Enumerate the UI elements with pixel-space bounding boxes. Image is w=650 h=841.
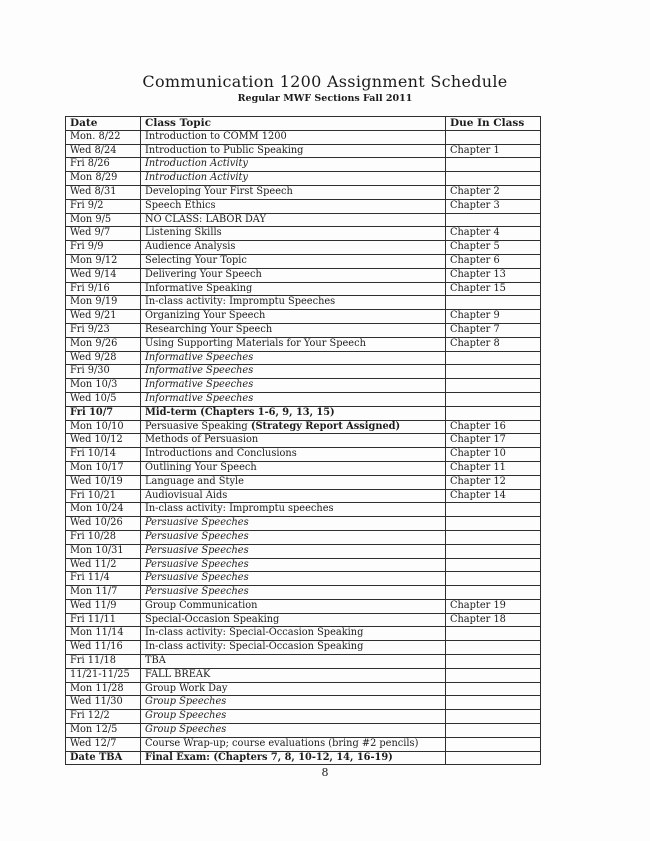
date-cell: Fri 11/11: [66, 613, 141, 627]
due-cell: [446, 406, 541, 420]
table-row: [66, 144, 541, 158]
topic-cell: Informative Speeches: [141, 365, 446, 379]
date-cell: Wed 11/9: [66, 599, 141, 613]
date-cell: Mon 10/10: [66, 420, 141, 434]
date-cell: Fri 11/18: [66, 655, 141, 669]
topic-cell: In-class activity: Impromptu speeches: [141, 503, 446, 517]
table-row: [66, 158, 541, 172]
table-row: [66, 696, 541, 710]
table-row: [66, 461, 541, 475]
topic-cell: FALL BREAK: [141, 668, 446, 682]
due-cell: Chapter 4: [446, 227, 541, 241]
date-cell: Mon. 8/22: [66, 130, 141, 144]
date-cell: Date TBA: [66, 751, 141, 765]
table-row: [66, 627, 541, 641]
date-cell: Fri 9/16: [66, 282, 141, 296]
header-topic: Class Topic: [141, 117, 446, 131]
topic-cell: Persuasive Speeches: [141, 517, 446, 531]
date-cell: Mon 11/7: [66, 586, 141, 600]
table-row: [66, 613, 541, 627]
table-row: [66, 172, 541, 186]
date-cell: Wed 9/28: [66, 351, 141, 365]
header-date: Date: [66, 117, 141, 131]
topic-cell: Listening Skills: [141, 227, 446, 241]
table-row: [66, 489, 541, 503]
table-row: [66, 323, 541, 337]
topic-cell: Developing Your First Speech: [141, 185, 446, 199]
table-row: [66, 544, 541, 558]
table-row: [66, 641, 541, 655]
topic-cell: Group Speeches: [141, 710, 446, 724]
date-cell: Fri 9/23: [66, 323, 141, 337]
topic-cell: Introduction to Public Speaking: [141, 144, 446, 158]
table-row: [66, 130, 541, 144]
date-cell: Wed 10/5: [66, 392, 141, 406]
due-cell: [446, 627, 541, 641]
page-subtitle: Regular MWF Sections Fall 2011: [237, 93, 413, 104]
table-row: [66, 475, 541, 489]
topic-cell: Introductions and Conclusions: [141, 448, 446, 462]
date-cell: Wed 9/7: [66, 227, 141, 241]
due-cell: [446, 296, 541, 310]
topic-cell: Course Wrap-up; course evaluations (bring #2 pencils): [141, 737, 446, 751]
table-row: [66, 448, 541, 462]
due-cell: [446, 392, 541, 406]
topic-cell: Delivering Your Speech: [141, 268, 446, 282]
due-cell: [446, 503, 541, 517]
table-row: [66, 379, 541, 393]
topic-cell: Language and Style: [141, 475, 446, 489]
due-cell: Chapter 14: [446, 489, 541, 503]
table-row: [66, 227, 541, 241]
date-cell: Fri 10/7: [66, 406, 141, 420]
due-cell: [446, 351, 541, 365]
due-cell: Chapter 9: [446, 310, 541, 324]
table-row: [66, 199, 541, 213]
table-row: [66, 420, 541, 434]
topic-cell: Audiovisual Aids: [141, 489, 446, 503]
topic-cell: Using Supporting Materials for Your Speech: [141, 337, 446, 351]
date-cell: Mon 10/24: [66, 503, 141, 517]
topic-cell: Persuasive Speeches: [141, 586, 446, 600]
topic-cell: Introduction Activity: [141, 172, 446, 186]
table-row: [66, 434, 541, 448]
table-row: [66, 530, 541, 544]
topic-cell: Introduction to COMM 1200: [141, 130, 446, 144]
due-cell: Chapter 18: [446, 613, 541, 627]
topic-cell: In-class activity: Impromptu Speeches: [141, 296, 446, 310]
topic-cell: Group Work Day: [141, 682, 446, 696]
date-cell: Wed 9/14: [66, 268, 141, 282]
page-title: Communication 1200 Assignment Schedule: [142, 72, 508, 91]
topic-cell: Persuasive Speeches: [141, 558, 446, 572]
topic-cell: Persuasive Speeches: [141, 530, 446, 544]
date-cell: Fri 12/2: [66, 710, 141, 724]
topic-cell: Informative Speeches: [141, 379, 446, 393]
topic-cell: Organizing Your Speech: [141, 310, 446, 324]
table-row: [66, 710, 541, 724]
topic-cell: In-class activity: Special-Occasion Speaking: [141, 627, 446, 641]
topic-cell: Informative Speaking: [141, 282, 446, 296]
due-cell: Chapter 16: [446, 420, 541, 434]
date-cell: Mon 11/14: [66, 627, 141, 641]
due-cell: Chapter 12: [446, 475, 541, 489]
table-row: [66, 724, 541, 738]
date-cell: Fri 9/30: [66, 365, 141, 379]
date-cell: Wed 11/2: [66, 558, 141, 572]
table-row: [66, 655, 541, 669]
topic-cell: Final Exam: (Chapters 7, 8, 10-12, 14, 16-19): [141, 751, 446, 765]
date-cell: Fri 9/2: [66, 199, 141, 213]
date-cell: Mon 10/3: [66, 379, 141, 393]
date-cell: 11/21-11/25: [66, 668, 141, 682]
header-due: Due In Class: [446, 117, 541, 131]
due-cell: Chapter 7: [446, 323, 541, 337]
date-cell: Mon 10/31: [66, 544, 141, 558]
due-cell: [446, 668, 541, 682]
due-cell: [446, 737, 541, 751]
topic-cell: Introduction Activity: [141, 158, 446, 172]
due-cell: [446, 655, 541, 669]
due-cell: Chapter 19: [446, 599, 541, 613]
schedule-table-body: [66, 130, 541, 765]
date-cell: Wed 10/26: [66, 517, 141, 531]
assignment-schedule-table: [65, 116, 541, 765]
topic-cell: TBA: [141, 655, 446, 669]
topic-cell: Informative Speeches: [141, 351, 446, 365]
page-number: 8: [321, 766, 329, 779]
due-cell: [446, 365, 541, 379]
due-cell: [446, 751, 541, 765]
due-cell: Chapter 17: [446, 434, 541, 448]
topic-bold-annotation: (Strategy Report Assigned): [250, 420, 401, 432]
date-cell: Wed 10/12: [66, 434, 141, 448]
table-header-row: [66, 117, 541, 131]
table-row: [66, 392, 541, 406]
due-cell: [446, 696, 541, 710]
table-row: [66, 599, 541, 613]
due-cell: [446, 517, 541, 531]
table-row: [66, 682, 541, 696]
table-row: [66, 254, 541, 268]
due-cell: [446, 544, 541, 558]
date-cell: Fri 9/9: [66, 241, 141, 255]
table-row: [66, 241, 541, 255]
topic-cell: Persuasive Speaking (Strategy Report Assigned): [141, 420, 446, 434]
table-row: [66, 365, 541, 379]
topic-cell: Methods of Persuasion: [141, 434, 446, 448]
topic-cell: Outlining Your Speech: [141, 461, 446, 475]
date-cell: Mon 9/19: [66, 296, 141, 310]
due-cell: [446, 641, 541, 655]
table-row: [66, 406, 541, 420]
due-cell: Chapter 2: [446, 185, 541, 199]
topic-cell: Researching Your Speech: [141, 323, 446, 337]
due-cell: [446, 158, 541, 172]
topic-cell: Persuasive Speeches: [141, 544, 446, 558]
table-row: [66, 268, 541, 282]
due-cell: [446, 379, 541, 393]
due-cell: [446, 558, 541, 572]
due-cell: [446, 682, 541, 696]
topic-cell: Persuasive Speeches: [141, 572, 446, 586]
topic-cell: In-class activity: Special-Occasion Speaking: [141, 641, 446, 655]
table-row: [66, 558, 541, 572]
date-cell: Wed 12/7: [66, 737, 141, 751]
topic-cell: Group Speeches: [141, 724, 446, 738]
date-cell: Mon 8/29: [66, 172, 141, 186]
date-cell: Wed 10/19: [66, 475, 141, 489]
due-cell: [446, 530, 541, 544]
date-cell: Mon 9/26: [66, 337, 141, 351]
table-row: [66, 517, 541, 531]
date-cell: Fri 11/4: [66, 572, 141, 586]
table-row: [66, 503, 541, 517]
due-cell: [446, 572, 541, 586]
date-cell: Wed 11/30: [66, 696, 141, 710]
due-cell: [446, 130, 541, 144]
date-cell: Wed 9/21: [66, 310, 141, 324]
due-cell: [446, 724, 541, 738]
due-cell: Chapter 15: [446, 282, 541, 296]
due-cell: Chapter 1: [446, 144, 541, 158]
date-cell: Mon 10/17: [66, 461, 141, 475]
date-cell: Mon 9/5: [66, 213, 141, 227]
due-cell: Chapter 8: [446, 337, 541, 351]
due-cell: Chapter 3: [446, 199, 541, 213]
topic-cell: NO CLASS: LABOR DAY: [141, 213, 446, 227]
topic-cell: Selecting Your Topic: [141, 254, 446, 268]
due-cell: Chapter 6: [446, 254, 541, 268]
table-row: [66, 737, 541, 751]
date-cell: Wed 8/24: [66, 144, 141, 158]
due-cell: [446, 586, 541, 600]
topic-cell: Group Speeches: [141, 696, 446, 710]
table-row: [66, 310, 541, 324]
due-cell: [446, 172, 541, 186]
due-cell: Chapter 13: [446, 268, 541, 282]
table-row: [66, 296, 541, 310]
due-cell: [446, 213, 541, 227]
date-cell: Wed 11/16: [66, 641, 141, 655]
table-row: [66, 351, 541, 365]
due-cell: Chapter 10: [446, 448, 541, 462]
table-row: [66, 282, 541, 296]
table-row: [66, 213, 541, 227]
date-cell: Mon 11/28: [66, 682, 141, 696]
topic-cell: Audience Analysis: [141, 241, 446, 255]
topic-cell: Speech Ethics: [141, 199, 446, 213]
topic-cell: Mid-term (Chapters 1-6, 9, 13, 15): [141, 406, 446, 420]
table-row: [66, 185, 541, 199]
table-row: [66, 572, 541, 586]
date-cell: Mon 9/12: [66, 254, 141, 268]
date-cell: Wed 8/31: [66, 185, 141, 199]
topic-cell: Informative Speeches: [141, 392, 446, 406]
due-cell: Chapter 11: [446, 461, 541, 475]
date-cell: Fri 10/28: [66, 530, 141, 544]
due-cell: Chapter 5: [446, 241, 541, 255]
date-cell: Fri 8/26: [66, 158, 141, 172]
topic-cell: Group Communication: [141, 599, 446, 613]
due-cell: [446, 710, 541, 724]
date-cell: Mon 12/5: [66, 724, 141, 738]
table-row: [66, 751, 541, 765]
table-row: [66, 337, 541, 351]
date-cell: Fri 10/21: [66, 489, 141, 503]
topic-cell: Special-Occasion Speaking: [141, 613, 446, 627]
date-cell: Fri 10/14: [66, 448, 141, 462]
table-row: [66, 586, 541, 600]
table-row: [66, 668, 541, 682]
